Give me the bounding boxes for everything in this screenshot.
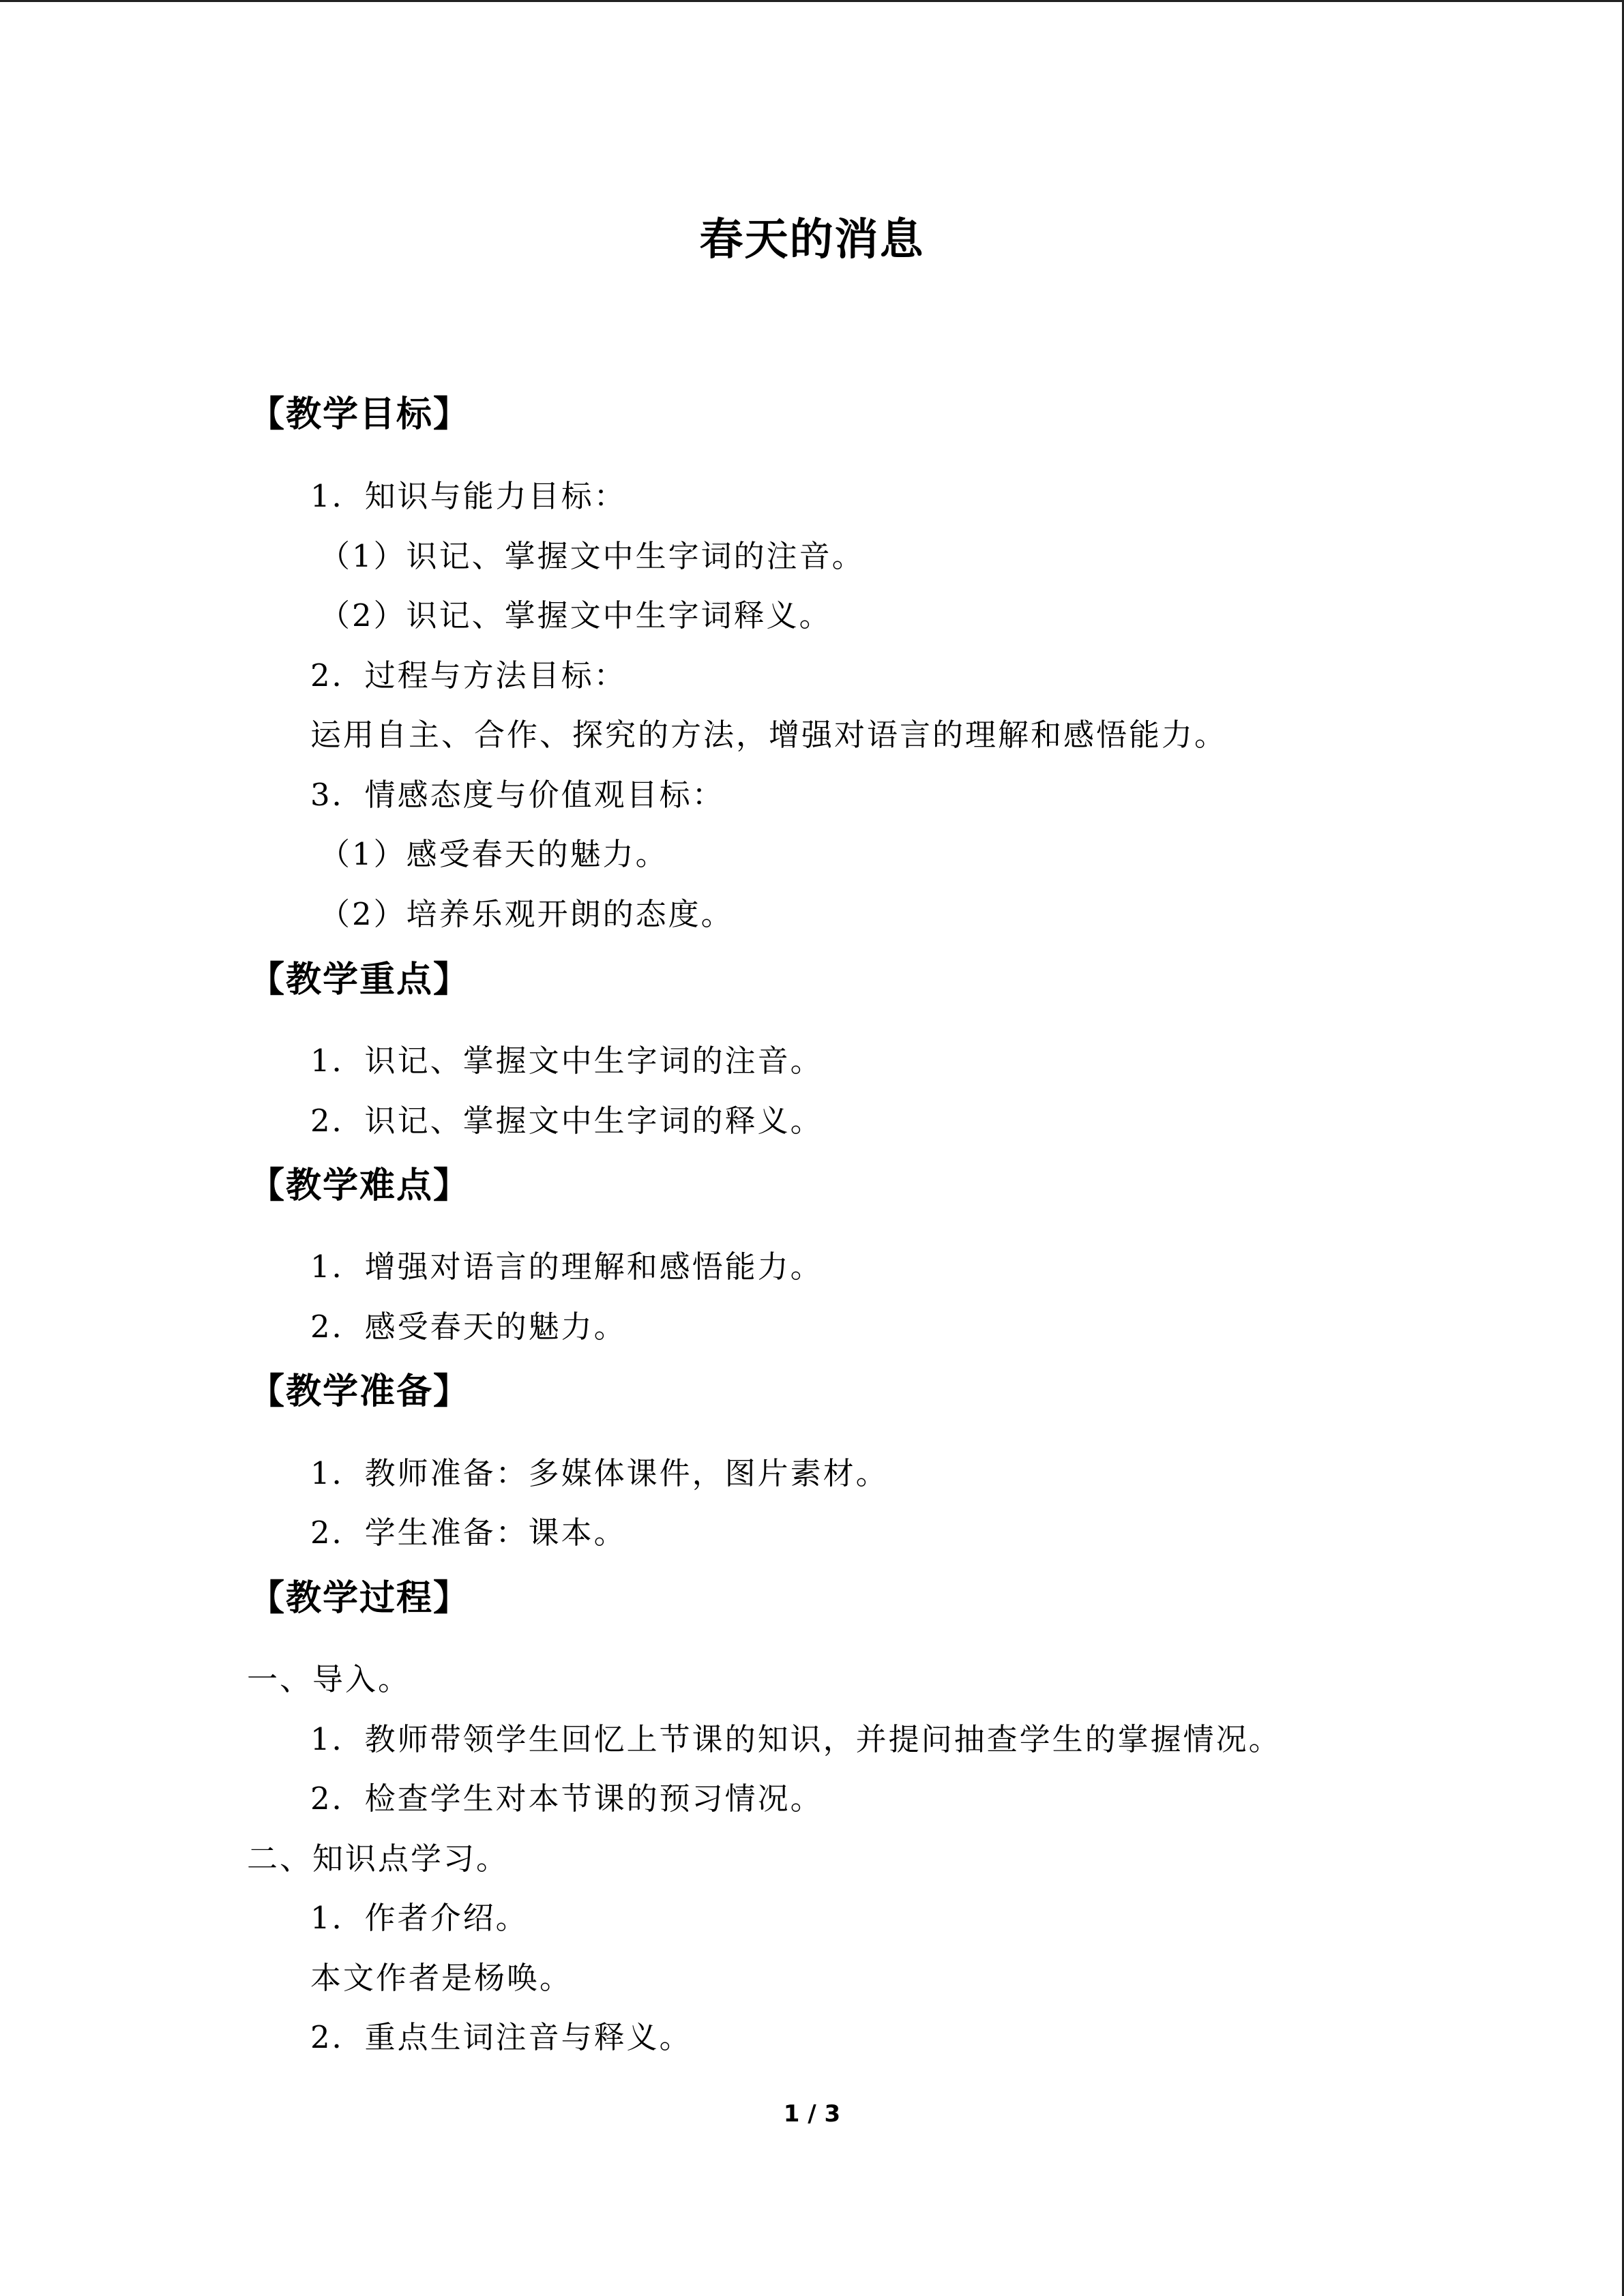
section-heading-preparation: 【教学准备】 bbox=[249, 1371, 471, 1412]
process-line: 一、导入。 bbox=[247, 1661, 411, 1697]
section-heading-difficulties: 【教学难点】 bbox=[249, 1165, 471, 1206]
objectives-line: （2）识记、掌握文中生字词释义。 bbox=[319, 597, 832, 633]
objectives-line: 1．知识与能力目标： bbox=[310, 478, 627, 514]
objectives-line: （1）感受春天的魅力。 bbox=[319, 836, 668, 872]
process-line: 本文作者是杨唤。 bbox=[310, 1960, 573, 1996]
preparation-line: 1．教师准备：多媒体课件，图片素材。 bbox=[310, 1455, 889, 1491]
process-line: 1．作者介绍。 bbox=[310, 1900, 529, 1936]
section-heading-key-points: 【教学重点】 bbox=[249, 959, 471, 1000]
objectives-line: 2．过程与方法目标： bbox=[310, 657, 627, 694]
difficulties-line: 1．增强对语言的理解和感悟能力。 bbox=[310, 1249, 823, 1285]
process-line: 2．检查学生对本节课的预习情况。 bbox=[310, 1780, 823, 1817]
preparation-line: 2．学生准备：课本。 bbox=[310, 1515, 627, 1551]
page-border-top bbox=[0, 0, 1624, 2]
section-heading-objectives: 【教学目标】 bbox=[249, 393, 471, 435]
objectives-line: 运用自主、合作、探究的方法，增强对语言的理解和感悟能力。 bbox=[310, 717, 1228, 753]
page-number: 1 / 3 bbox=[783, 2100, 841, 2128]
difficulties-line: 2．感受春天的魅力。 bbox=[310, 1309, 627, 1345]
process-line: 1．教师带领学生回忆上节课的知识，并提问抽查学生的掌握情况。 bbox=[310, 1721, 1282, 1757]
section-heading-process: 【教学过程】 bbox=[249, 1577, 471, 1619]
process-line: 二、知识点学习。 bbox=[247, 1840, 510, 1877]
objectives-line: （2）培养乐观开朗的态度。 bbox=[319, 896, 734, 932]
process-line: 2．重点生词注音与释义。 bbox=[310, 2019, 692, 2055]
objectives-line: （1）识记、掌握文中生字词的注音。 bbox=[319, 538, 865, 574]
objectives-line: 3．情感态度与价值观目标： bbox=[310, 777, 725, 813]
key-points-line: 2．识记、掌握文中生字词的释义。 bbox=[310, 1103, 823, 1139]
key-points-line: 1．识记、掌握文中生字词的注音。 bbox=[310, 1043, 823, 1079]
document-title: 春天的消息 bbox=[699, 214, 925, 265]
